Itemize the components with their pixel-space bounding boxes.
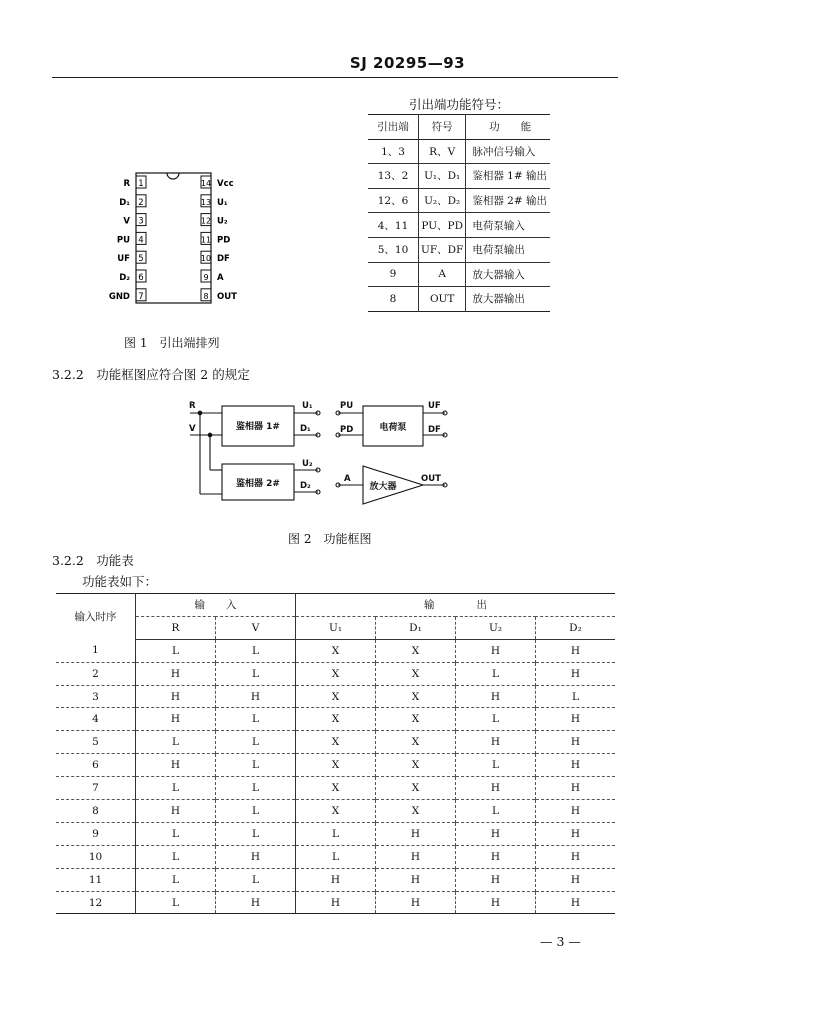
ic-pin-label: PU — [116, 235, 130, 246]
pin-numbers-cell: 4、11 — [368, 213, 419, 238]
symbol-cell: R、V — [419, 139, 466, 164]
d1-cell: X — [376, 639, 456, 662]
u2-cell: H — [456, 639, 536, 662]
pin-numbers-cell: 13、2 — [368, 164, 419, 189]
block-pu-label: PU — [340, 401, 354, 411]
u2-cell: H — [456, 777, 536, 800]
u2-cell: H — [456, 731, 536, 754]
d1-cell: H — [376, 845, 456, 868]
seq-cell: 4 — [56, 708, 136, 731]
symbol-cell: PU、PD — [419, 213, 466, 238]
function-table-group-header — [56, 594, 615, 617]
d2-cell: H — [570, 713, 581, 726]
d1-cell: X — [376, 662, 456, 685]
table-row — [368, 188, 550, 213]
pin-col-header: 引出端 — [368, 115, 419, 140]
d1-cell: X — [376, 800, 456, 823]
table-row — [56, 822, 615, 845]
v-cell: L — [216, 777, 296, 800]
block-pd-label: PD — [340, 425, 354, 435]
block-d1-label: D₁ — [300, 424, 311, 434]
u2-cell: H — [456, 822, 536, 845]
d2-cell: H — [570, 667, 581, 680]
ic-pin-number: 4 — [138, 235, 144, 246]
function-cell: 鉴相器 2# 输出 — [472, 195, 547, 208]
section-3-2-2-table-heading: 3.2.2 功能表 — [52, 553, 134, 568]
ic-pin-label: R — [123, 179, 130, 189]
v-cell: L — [216, 731, 296, 754]
function-cell: 电荷泵输入 — [472, 219, 525, 232]
u1-cell: H — [296, 891, 376, 914]
pin-numbers-cell: 1、3 — [368, 139, 419, 164]
col-r-header: R — [136, 616, 216, 639]
ic-pin-label: A — [217, 273, 224, 283]
seq-cell: 10 — [56, 845, 136, 868]
table-row — [368, 287, 550, 312]
output-group-header: 输 出 — [296, 594, 616, 617]
function-cell: 放大器输入 — [472, 268, 525, 281]
r-cell: L — [136, 891, 216, 914]
ic-pin-label: UF — [117, 254, 130, 265]
v-cell: H — [216, 685, 296, 708]
document-code: SJ 20295—93 — [349, 54, 466, 72]
block-df-label: DF — [428, 425, 441, 435]
r-cell: L — [136, 822, 216, 845]
pin-table-header — [368, 115, 550, 140]
ic-pin-number: 10 — [200, 254, 212, 264]
table-row — [56, 685, 615, 708]
symbol-cell: U₁、D₁ — [419, 164, 466, 189]
section-3-2-2-diagram-heading: 3.2.2 功能框图应符合图 2 的规定 — [52, 367, 250, 382]
table-row — [56, 777, 615, 800]
seq-cell: 5 — [56, 731, 136, 754]
block-out-label: OUT — [421, 474, 441, 484]
seq-cell: 12 — [56, 891, 136, 914]
table-row — [56, 754, 615, 777]
ic-pin-number: 11 — [200, 235, 212, 245]
function-cell: 鉴相器 1# 输出 — [472, 170, 547, 183]
table-row — [56, 662, 615, 685]
ic-notch — [167, 173, 179, 179]
seq-cell: 1 — [56, 639, 136, 662]
d1-cell: H — [376, 822, 456, 845]
u1-cell: X — [296, 777, 376, 800]
col-u2-header: U₂ — [456, 616, 536, 639]
ic-pin-number: 14 — [200, 179, 212, 188]
u2-cell: L — [456, 662, 536, 685]
col-v-header: V — [216, 616, 296, 639]
table-row — [368, 237, 550, 262]
function-table-column-header — [56, 616, 615, 639]
ic-pin-number: 12 — [200, 216, 212, 226]
table-row — [56, 708, 615, 731]
u2-cell: H — [456, 845, 536, 868]
table-row — [368, 139, 550, 164]
r-cell: L — [136, 845, 216, 868]
col-d1-header: D₁ — [376, 616, 456, 639]
function-table-intro: 功能表如下： — [82, 574, 158, 589]
seq-cell: 6 — [56, 754, 136, 777]
pin-numbers-cell: 9 — [368, 262, 419, 287]
u1-cell: X — [296, 731, 376, 754]
symbol-cell: A — [419, 262, 466, 287]
ic-pin-number: 3 — [138, 216, 144, 227]
symbol-cell: OUT — [419, 287, 466, 312]
v-cell: L — [216, 800, 296, 823]
u1-cell: X — [296, 639, 376, 662]
r-cell: H — [136, 800, 216, 823]
ic-pin-label: GND — [108, 291, 130, 302]
pin-numbers-cell: 5、10 — [368, 237, 419, 262]
table-row — [368, 213, 550, 238]
d1-cell: X — [376, 777, 456, 800]
d1-cell: X — [376, 754, 456, 777]
seq-col-header: 输入时序 — [56, 594, 136, 640]
pin-function-table — [368, 114, 550, 312]
d1-cell: X — [376, 731, 456, 754]
block-a-label: A — [344, 474, 351, 484]
d2-cell: H — [570, 759, 581, 772]
symbol-cell: U₂、D₂ — [419, 188, 466, 213]
ic-pin-label: Vcc — [217, 179, 234, 189]
seq-cell: 3 — [56, 685, 136, 708]
block-pd1-label: 鉴相器 1# — [236, 422, 280, 432]
col-d2-header: D₂ — [536, 616, 616, 639]
d2-cell: H — [570, 896, 581, 909]
r-cell: H — [136, 754, 216, 777]
v-cell: L — [216, 662, 296, 685]
table-row — [56, 639, 615, 662]
block-d2-label: D₂ — [300, 481, 311, 491]
u2-cell: L — [456, 754, 536, 777]
page-number: — 3 — — [540, 934, 581, 949]
d2-cell: H — [570, 736, 581, 749]
ic-pin-number: 1 — [138, 179, 144, 189]
d1-cell: X — [376, 708, 456, 731]
d2-cell: H — [570, 850, 581, 863]
d2-cell: H — [570, 873, 581, 886]
ic-pin-label: V — [123, 216, 130, 227]
r-cell: L — [136, 868, 216, 891]
d2-cell: H — [570, 804, 581, 817]
table-row — [368, 262, 550, 287]
function-cell: 脉冲信号输入 — [472, 145, 536, 158]
d2-cell: L — [572, 690, 579, 703]
block-r-label: R — [189, 401, 196, 411]
function-col-header: 功 能 — [489, 121, 532, 134]
ic-pin-number: 7 — [138, 291, 144, 302]
d1-cell: H — [376, 891, 456, 914]
ic-pin-label: U₂ — [217, 216, 228, 227]
u2-cell: H — [456, 868, 536, 891]
u2-cell: H — [456, 685, 536, 708]
function-cell: 电荷泵输出 — [472, 244, 525, 257]
v-cell: L — [216, 639, 296, 662]
v-cell: L — [216, 708, 296, 731]
r-cell: L — [136, 731, 216, 754]
u2-cell: H — [456, 891, 536, 914]
ic-pin-number: 2 — [138, 197, 144, 208]
v-cell: L — [216, 868, 296, 891]
table-row — [56, 731, 615, 754]
u1-cell: X — [296, 708, 376, 731]
table-row — [56, 868, 615, 891]
v-cell: L — [216, 822, 296, 845]
u1-cell: X — [296, 662, 376, 685]
d2-cell: H — [570, 644, 581, 657]
u2-cell: L — [456, 800, 536, 823]
d1-cell: H — [376, 868, 456, 891]
u2-cell: L — [456, 708, 536, 731]
u1-cell: X — [296, 754, 376, 777]
ic-pin-number: 13 — [200, 197, 212, 207]
input-group-header: 输 入 — [136, 594, 296, 617]
ic-pin-label: OUT — [217, 291, 237, 302]
figure-2-caption: 图 2 功能框图 — [288, 532, 372, 546]
ic-package-body — [136, 173, 211, 303]
u1-cell: H — [296, 868, 376, 891]
r-cell: H — [136, 662, 216, 685]
u1-cell: X — [296, 685, 376, 708]
seq-cell: 7 — [56, 777, 136, 800]
d2-cell: H — [570, 782, 581, 795]
pin-numbers-cell: 8 — [368, 287, 419, 312]
pin-table-title: 引出端功能符号： — [408, 97, 509, 112]
function-table — [56, 593, 615, 914]
block-u2-label: U₂ — [302, 459, 313, 469]
ic-pin-number: 8 — [203, 291, 209, 301]
r-cell: H — [136, 685, 216, 708]
u1-cell: X — [296, 800, 376, 823]
ic-pin-label: DF — [217, 254, 230, 265]
block-u1-label: U₁ — [302, 401, 313, 411]
r-cell: H — [136, 708, 216, 731]
r-cell: L — [136, 639, 216, 662]
symbol-col-header: 符号 — [419, 115, 466, 140]
seq-cell: 9 — [56, 822, 136, 845]
block-pd2-label: 鉴相器 2# — [236, 479, 280, 489]
ic-pin-label: U₁ — [217, 197, 228, 208]
ic-pin-number: 9 — [203, 273, 209, 282]
ic-pin-number: 5 — [138, 254, 144, 265]
pin-numbers-cell: 12、6 — [368, 188, 419, 213]
ic-pin-label: D₁ — [119, 197, 130, 208]
v-cell: H — [216, 891, 296, 914]
block-v-label: V — [189, 424, 196, 434]
ic-pin-number: 6 — [138, 273, 144, 283]
block-uf-label: UF — [428, 401, 441, 411]
v-cell: H — [216, 845, 296, 868]
figure-1-caption: 图 1 引出端排列 — [124, 336, 220, 350]
block-pump-label: 电荷泵 — [379, 423, 407, 433]
seq-cell: 8 — [56, 800, 136, 823]
table-row — [56, 891, 615, 914]
ic-pinout-diagram — [100, 168, 250, 308]
function-cell: 放大器输出 — [472, 293, 525, 306]
r-cell: L — [136, 777, 216, 800]
seq-cell: 11 — [56, 868, 136, 891]
v-cell: L — [216, 754, 296, 777]
table-row — [56, 800, 615, 823]
table-row — [56, 845, 615, 868]
seq-cell: 2 — [56, 662, 136, 685]
d2-cell: H — [570, 827, 581, 840]
u1-cell: L — [296, 845, 376, 868]
function-block-diagram — [180, 396, 460, 506]
symbol-cell: UF、DF — [419, 237, 466, 262]
col-u1-header: U₁ — [296, 616, 376, 639]
table-row — [368, 164, 550, 189]
ic-pin-label: D₂ — [119, 273, 130, 283]
ic-pin-label: PD — [217, 235, 231, 246]
block-amp-label: 放大器 — [369, 482, 397, 492]
d1-cell: X — [376, 685, 456, 708]
u1-cell: L — [296, 822, 376, 845]
header-rule — [52, 77, 618, 78]
